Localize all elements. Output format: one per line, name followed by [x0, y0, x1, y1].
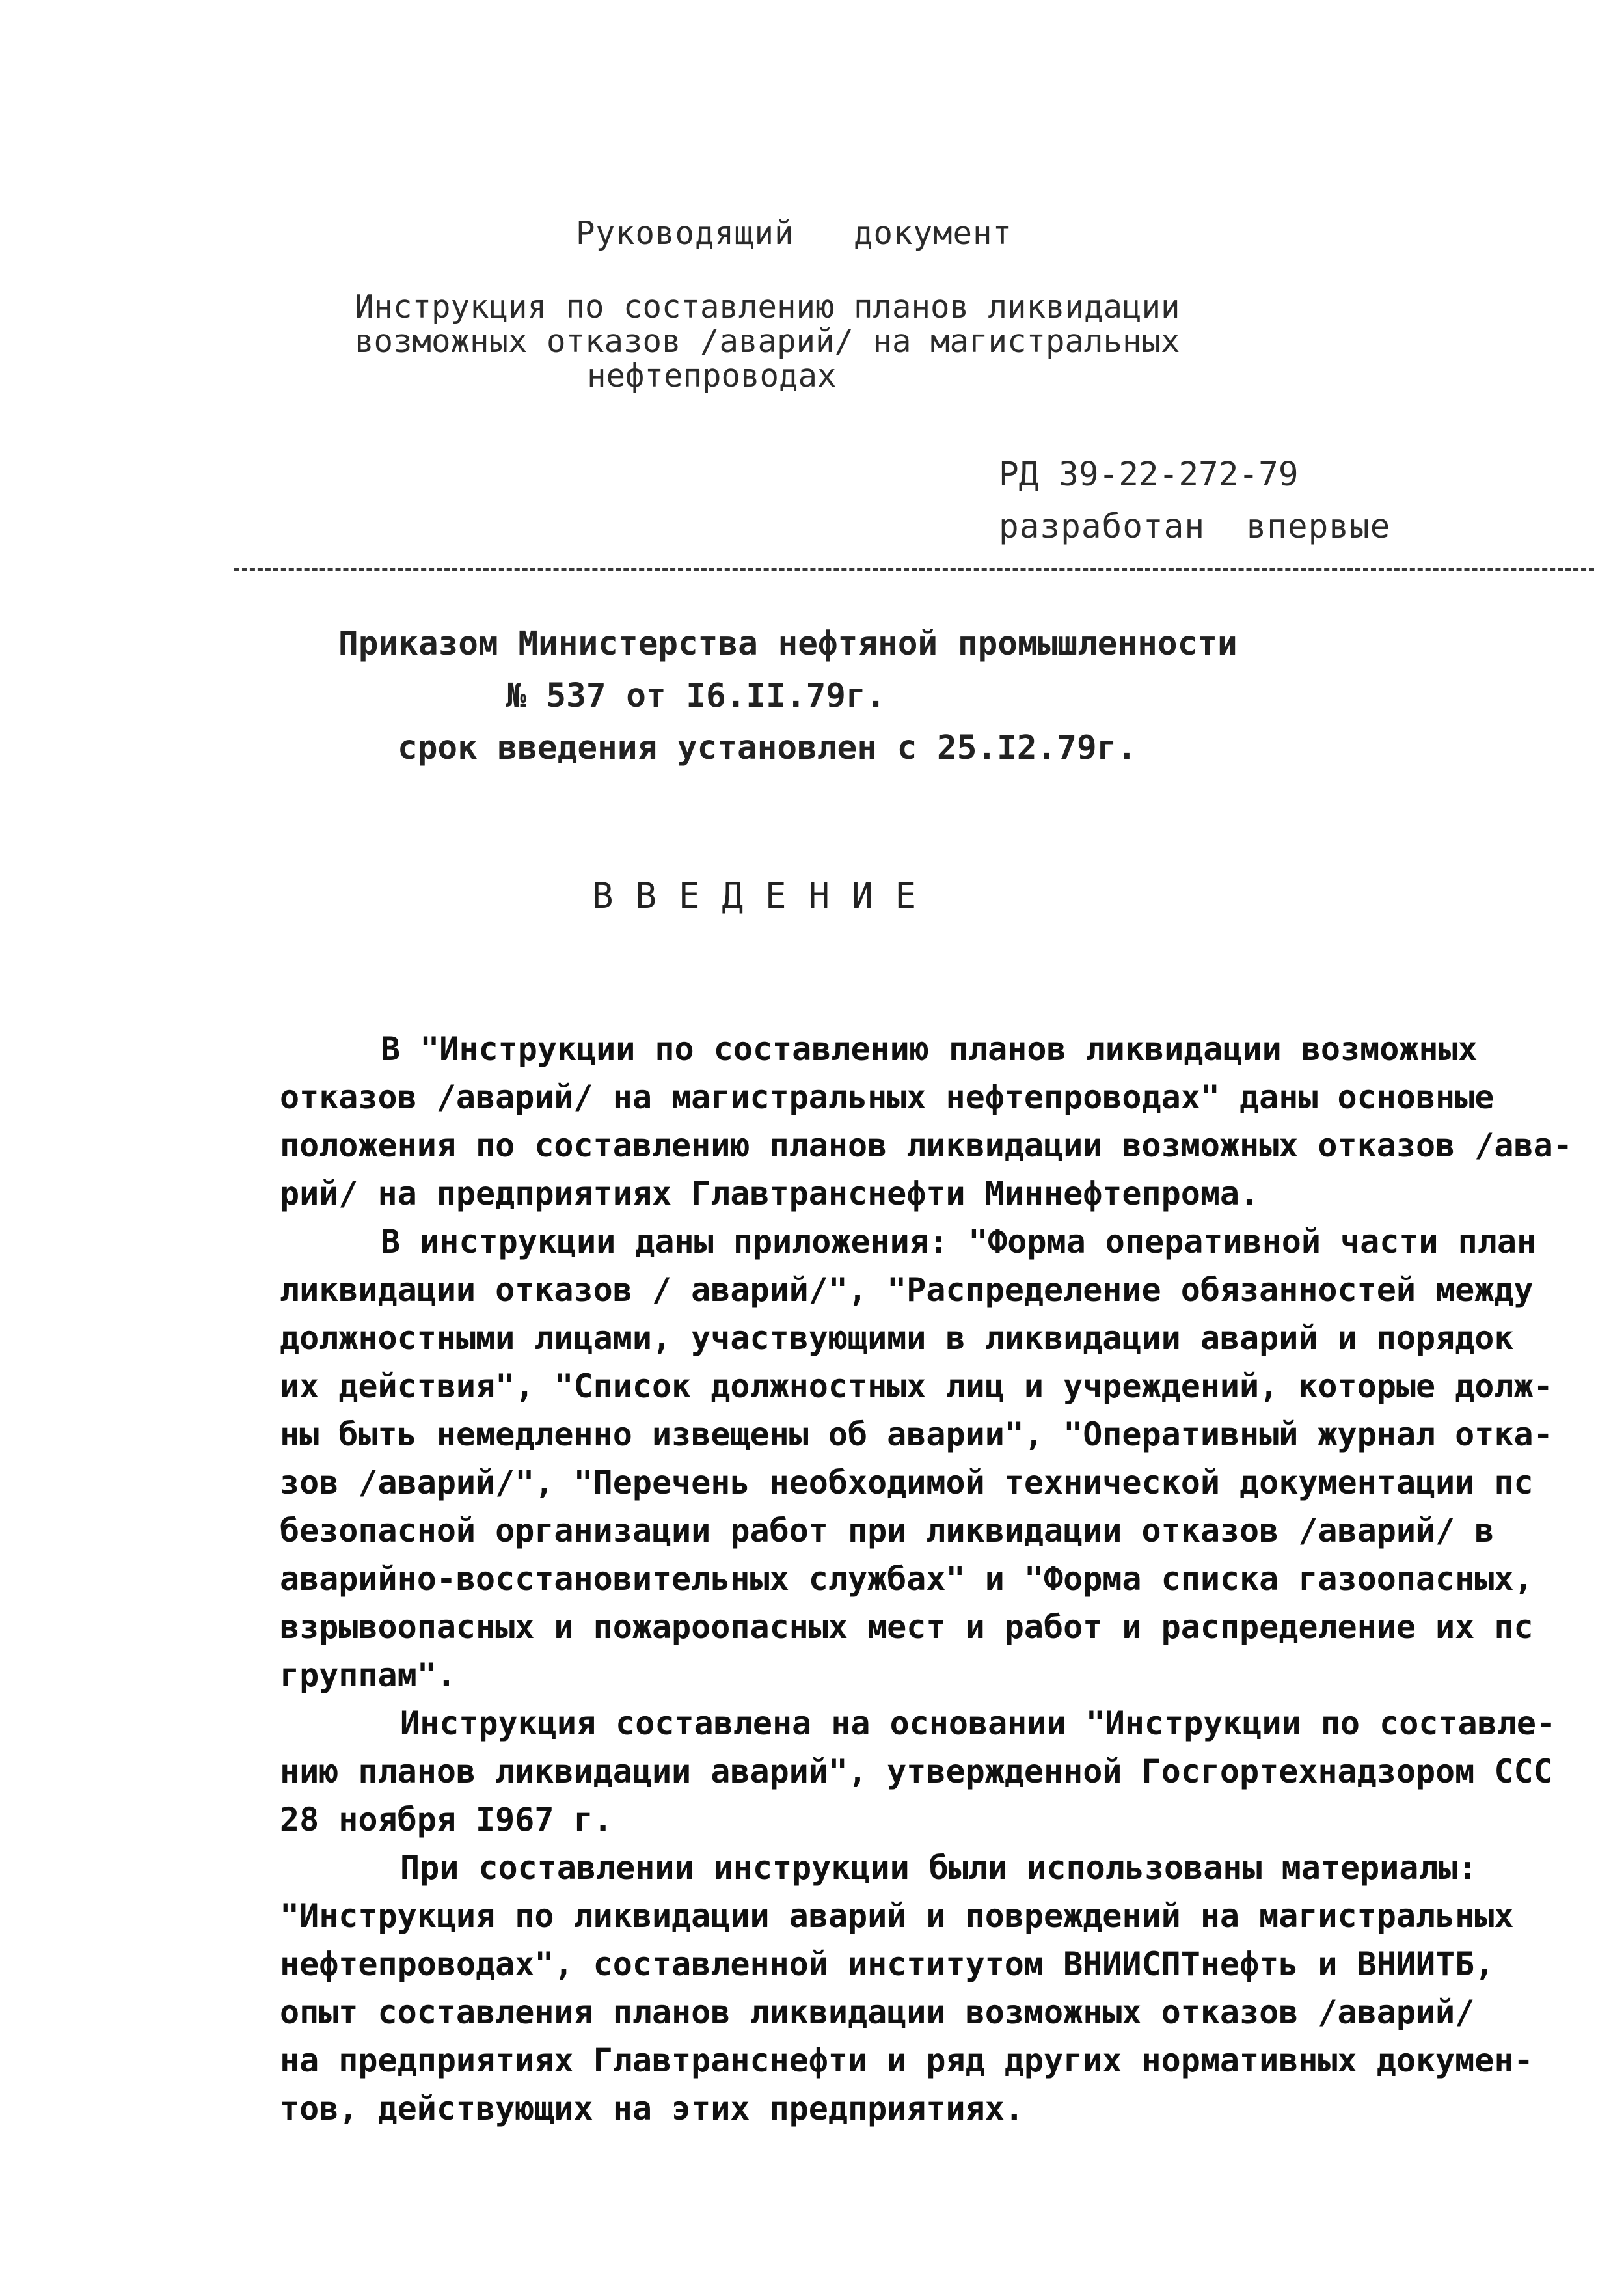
body-line: группам". [280, 1656, 456, 1694]
document-status: разработан впервые [999, 508, 1391, 546]
body-line: отказов /аварий/ на магистральных нефтепроводах" даны основные [280, 1078, 1495, 1116]
title-line: нефтепроводах [587, 357, 837, 394]
effective-date: срок введения установлен с 25.I2.79г. [398, 729, 1137, 767]
body-line: должностными лицами, участвующими в ликвидации аварий и порядок [280, 1319, 1514, 1357]
dashed-divider [234, 568, 1594, 571]
order-line: Приказом Министерства нефтяной промышленности [338, 625, 1238, 663]
document-type: Руководящий документ [576, 215, 1013, 252]
body-line: опыт составления планов ликвидации возможных отказов /аварий/ [280, 1993, 1475, 2031]
body-line: "Инструкция по ликвидации аварий и повреждений на магистральных [280, 1897, 1514, 1935]
body-line: нию планов ликвидации аварий", утвержденной Госгортехнадзором ССС [280, 1753, 1553, 1790]
body-text [280, 1025, 1601, 2133]
body-line: При составлении инструкции были использованы материалы: [400, 1849, 1478, 1887]
body-line: положения по составлению планов ликвидации возможных отказов /ава- [280, 1127, 1573, 1164]
body-line: 28 ноября I967 г. [280, 1801, 613, 1839]
title-line: Инструкция по составлению планов ликвидации [355, 288, 1180, 325]
body-line: их действия", "Список должностных лиц и учреждений, которые долж- [280, 1367, 1553, 1405]
order-number: № 537 от I6.II.79г. [506, 677, 886, 715]
body-line: зов /аварий/", "Перечень необходимой технической документации пс [280, 1464, 1534, 1501]
body-line: аварийно-восстановительных службах" и "Форма списка газоопасных, [280, 1560, 1534, 1598]
body-line: тов, действующих на этих предприятиях. [280, 2090, 1024, 2127]
body-line: рий/ на предприятиях Главтранснефти Миннефтепрома. [280, 1175, 1260, 1212]
body-line: на предприятиях Главтранснефти и ряд других нормативных докумен- [280, 2042, 1534, 2079]
order-block [338, 618, 1238, 774]
document-code-block [999, 449, 1390, 553]
body-line: ликвидации отказов / аварий/", "Распределение обязанностей между [280, 1271, 1534, 1309]
section-heading: ВВЕДЕНИЕ [592, 875, 939, 916]
body-line: Инструкция составлена на основании "Инструкции по составле- [400, 1704, 1556, 1742]
title-line: возможных отказов /аварий/ на магистральных [355, 323, 1180, 360]
body-line: безопасной организации работ при ликвидации отказов /аварий/ в [280, 1512, 1495, 1550]
document-code: РД 39-22-272-79 [999, 456, 1299, 494]
document-title [355, 290, 1298, 393]
body-line: нефтепроводах", составленной институтом ВНИИСПТнефть и ВНИИТБ, [280, 1945, 1495, 1983]
body-line: В "Инструкции по составлению планов ликвидации возможных [381, 1030, 1478, 1068]
body-line: В инструкции даны приложения: "Форма оперативной части план [381, 1223, 1537, 1261]
body-line: взрывоопасных и пожароопасных мест и работ и распределение их пс [280, 1608, 1534, 1646]
body-line: ны быть немедленно извещены об аварии", "Оперативный журнал отка- [280, 1415, 1553, 1453]
